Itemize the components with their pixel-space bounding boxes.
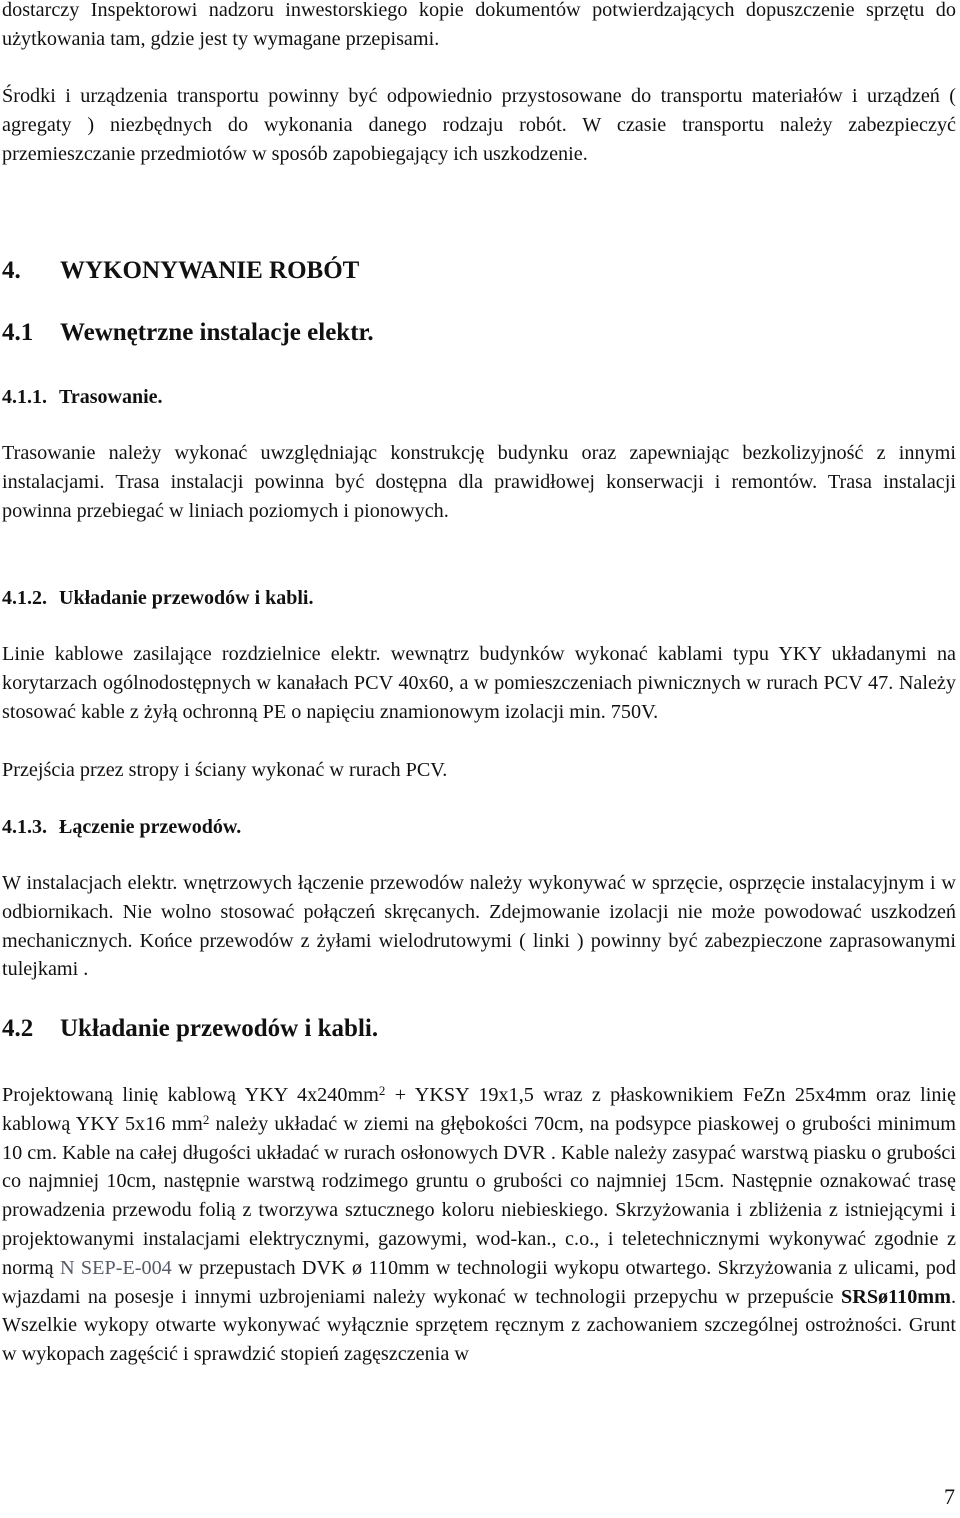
text-run: należy układać w ziemi na głębokości 70cm, na podsypce piaskowej o grubości minimum 10 cm. Kable na całej długości układać w rurach osłonowych DVR . Kable należy zasypać warstwą piasku o grubości co najmniej 10cm, następnie warstwą rodzimego gruntu o grubości co najmniej 15cm. Następnie oznakować trasę prowadzenia przewodu folią z tworzywa sztucznego koloru niebieskiego. Skrzyżowania i zbliżenia z istniejącymi i projektowanymi instalacjami elektrycznymi, gazowymi, wod-kan., c.o., i teletechnicznymi wykonywać zgodnie z normą	[2, 1112, 957, 1279]
section-title: Łączenie przewodów.	[59, 816, 242, 838]
paragraph-transport: Środki i urządzenia transportu powinny być odpowiednio przystosowane do transportu materiałów i urządzeń ( agregaty ) niezbędnych do wykonania danego rodzaju robót. W czasie transportu należy zabezpieczyć przemieszczanie przedmiotów w sposób zapobiegający ich uszkodzenie.	[2, 85, 956, 165]
text-run: + YKSY 19x1,5 wraz z płaskownikiem FeZn 25x4mm oraz linię kablową YKY 5x16 mm	[2, 1084, 956, 1135]
section-number: 4.1.1.	[2, 386, 47, 408]
section-heading-4-1-2	[2, 585, 313, 611]
standard-reference: N SEP-E-004	[59, 1256, 172, 1279]
section-title: Wewnętrzne instalacje elektr.	[60, 319, 374, 346]
section-title: Trasowanie.	[59, 386, 163, 408]
section-number: 4.1.3.	[2, 816, 47, 838]
text-run: w przepustach DVK ø 110mm w technologii wykopu otwartego. Skrzyżowania z ulicami, pod wjazdami na posesje i innymi uzbrojeniami należy wykonać w technologii przepychu w przepuście	[2, 1256, 956, 1308]
superscript: 2	[378, 1083, 386, 1098]
section-number: 4.1.2.	[2, 587, 47, 609]
superscript: 2	[202, 1111, 210, 1127]
section-title: WYKONYWANIE ROBÓT	[60, 257, 360, 284]
paragraph-passages: Przejścia przez stropy i ściany wykonać w rurach PCV.	[2, 759, 448, 781]
section-heading-4-2	[2, 1014, 378, 1044]
paragraph-cable-laying	[2, 1081, 956, 1369]
section-heading-4-1-1	[2, 384, 163, 410]
bold-text: SRSø110mm	[841, 1285, 951, 1308]
paragraph-equipment-docs: dostarczy Inspektorowi nadzoru inwestorskiego kopie dokumentów potwierdzających dopuszczenie sprzętu do użytkowania tam, gdzie jest ty wymagane przepisami.	[2, 0, 956, 50]
paragraph-connections: W instalacjach elektr. wnętrzowych łączenie przewodów należy wykonywać w sprzęcie, osprzęcie instalacyjnym i w odbiornikach. Nie wolno stosować połączeń skręcanych. Zdejmowanie izolacji nie może powodować uszkodzeń mechanicznych. Końce przewodów z żyłami wielodrutowymi ( linki ) powinny być zabezpieczone zaprasowanymi tulejkami .	[2, 872, 956, 981]
section-number: 4.	[2, 257, 21, 284]
section-title: Układanie przewodów i kabli.	[59, 587, 314, 609]
page-number: 7	[944, 1484, 955, 1509]
text-run: . Wszelkie wykopy otwarte wykonywać wyłącznie sprzętem ręcznym z zachowaniem szczególnej ostrożności. Grunt w wykopach zagęścić i sprawdzić stopień zagęszczenia w	[2, 1285, 956, 1366]
section-number: 4.1	[2, 319, 34, 346]
section-title: Układanie przewodów i kabli.	[60, 1015, 379, 1042]
section-heading-4-1	[2, 318, 374, 348]
section-heading-4-1-3	[2, 814, 241, 840]
section-heading-4	[2, 256, 359, 286]
text-run: Projektowaną linię kablową YKY 4x240mm	[2, 1084, 379, 1106]
paragraph-routing: Trasowanie należy wykonać uwzględniając konstrukcję budynku oraz zapewniając bezkolizyjność z innymi instalacjami. Trasa instalacji powinna być dostępna dla prawidłowej konserwacji i remontów. Trasa instalacji powinna przebiegać w liniach poziomych i pionowych.	[2, 442, 956, 522]
section-number: 4.2	[2, 1015, 34, 1042]
paragraph-cable-lines: Linie kablowe zasilające rozdzielnice elektr. wewnątrz budynków wykonać kablami typu YKY układanymi na korytarzach ogólnodostępnych w kanałach PCV 40x60, a w pomieszczeniach piwnicznych w rurach PCV 47. Należy stosować kable z żyłą ochronną PE o napięciu znamionowym izolacji min. 750V.	[2, 643, 956, 723]
